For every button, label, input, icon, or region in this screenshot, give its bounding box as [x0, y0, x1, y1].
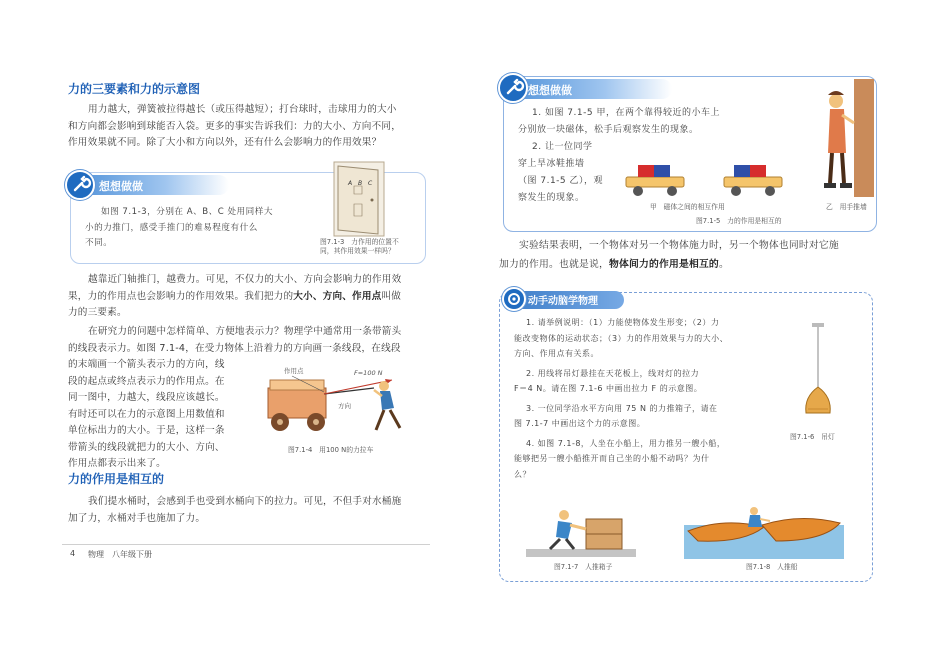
bold-term: 大小、方向、作用点	[293, 290, 382, 302]
figure-7-1-7-caption: 图7.1-7 人推箱子	[554, 563, 613, 571]
text-line	[499, 255, 879, 274]
text-line: 有时还可以在力的示意图上用数值和	[68, 408, 225, 420]
exercise-line: 能改变物体的运动状态；（3）力的作用效果与力的大小、	[514, 333, 729, 343]
exercise-line: 2. 用线将吊灯悬挂在天花板上，线对灯的拉力	[526, 368, 700, 378]
exercise-line: F＝4 N。请在图 7.1-6 中画出拉力 F 的示意图。	[514, 384, 703, 393]
text-line: 同一图中，力越大，线段应该越长。	[68, 392, 225, 403]
figure-7-1-6-caption: 图7.1-6 吊灯	[790, 433, 835, 441]
figure-7-1-4-caption: 图7.1-4 用100 N的力拉车	[288, 446, 374, 454]
text-line: 段的起点或终点表示力的作用点。在	[68, 375, 225, 387]
text-line: 实验结果表明，一个物体对另一个物体施力时，另一个物体也同时对它施	[519, 240, 839, 251]
book-title: 物理 八年级下册	[88, 550, 152, 559]
direction-label: 方向	[338, 402, 351, 410]
door-label-b: B	[358, 180, 363, 187]
paragraph-intro	[68, 102, 430, 152]
text-line: 加了力，水桶对手也施加了力。	[68, 512, 206, 524]
footer-divider	[62, 544, 430, 545]
paragraph-three-elements	[68, 272, 430, 322]
caption-line: 图7.1-3 力作用的位置不	[320, 238, 399, 246]
door-label-a: A	[348, 180, 353, 187]
paragraph-result	[499, 236, 879, 274]
text-span: 叫做	[381, 290, 402, 302]
text-line: 察发生的现象。	[518, 193, 585, 203]
hanging-lamp-illustration	[798, 323, 838, 421]
text-line: 不同。	[85, 238, 113, 248]
box-title: 想想做做	[528, 84, 572, 97]
text-line: 力的三要素。	[68, 307, 127, 318]
exercise-line: 方向、作用点有关系。	[514, 349, 599, 358]
text-span: 果，力的作用点也会影响力的作用效果。我们把力的	[68, 290, 294, 302]
exercises-box	[499, 292, 873, 582]
figure-7-1-8-caption: 图7.1-8 人推船	[746, 563, 798, 571]
target-icon	[502, 287, 526, 311]
wrench-icon	[65, 170, 95, 200]
force-value-label: F=100 N	[354, 369, 383, 377]
text-line: 如图 7.1-3，分别在 A、B、C 处用同样大	[101, 207, 273, 217]
text-line: 1. 如图 7.1-5 甲，在两个靠得较近的小车上	[532, 108, 720, 118]
text-line	[68, 289, 430, 306]
box-instructions	[85, 205, 315, 252]
text-line: 和方向都会影响到球能否入袋。更多的事实告诉我们：力的大小、方向不同，	[68, 120, 401, 132]
sub-caption-wall: 乙 用手推墙	[826, 203, 867, 211]
exercise-line: 3. 一位同学沿水平方向用 75 N 的力推箱子，请在	[526, 403, 718, 413]
heading-mutual-force: 力的作用是相互的	[68, 472, 165, 486]
text-line: 越靠近门轴推门，越费力。可见，不仅力的大小、方向会影响力的作用效	[88, 274, 402, 285]
door-label-c: C	[368, 180, 373, 187]
text-line: 带箭头的线段就把力的大小、方向、	[68, 441, 225, 453]
page-number: 4	[70, 549, 76, 558]
heading-three-elements: 力的三要素和力的示意图	[68, 82, 201, 96]
text-line: 作用效果就不同。除了大小和方向以外，还有什么会影响力的作用效果？	[68, 137, 382, 148]
box-title: 动手动脑学物理	[528, 296, 598, 307]
text-line: 的线段表示力。如图 7.1-4，在受力物体上沿着力的方向画一条线段，在线段	[68, 342, 401, 354]
text-line: 的末端画一个箭头表示力的方向，线	[68, 359, 225, 370]
text-line: 分别放一块磁体，松手后观察发生的现象。	[518, 125, 699, 135]
paragraph-bucket	[68, 494, 430, 527]
caption-line: 同，其作用效果一样吗？	[320, 247, 395, 255]
wrench-icon	[498, 73, 528, 103]
text-line: 在研究力的问题中怎样简单、方便地表示力？物理学中通常用一条带箭头	[88, 326, 402, 337]
text-line: 作用点都表示出来了。	[68, 458, 166, 469]
exercise-line: 4. 如图 7.1-8，人坐在小船上，用力推另一艘小船，	[526, 438, 726, 448]
exercise-line: 么？	[514, 469, 531, 479]
bold-conclusion: 物体间力的作用是相互的	[608, 259, 719, 270]
think-and-do-box	[503, 76, 877, 232]
text-line: 2. 让一位同学	[532, 142, 593, 152]
sub-caption-magnets: 甲 磁体之间的相互作用	[650, 203, 725, 211]
right-page	[487, 66, 879, 582]
exercise-line: 1. 请举例说明：（1）力能使物体发生形变；（2）力	[526, 318, 720, 327]
text-line: 用力越大，弹簧被拉得越长（或压得越短）；打台球时，击球用力的大小	[88, 104, 397, 115]
push-boat-illustration	[684, 497, 844, 559]
figure-7-1-5-caption: 图7.1-5 力的作用是相互的	[696, 217, 782, 225]
text-span: 加力的作用。也就是说，	[499, 259, 609, 270]
text-line: 单位标出力的大小。于是，这样一条	[68, 425, 225, 436]
push-box-illustration	[526, 499, 636, 557]
text-line: 我们提水桶时，会感到手也受到水桶向下的拉力。可见，不但手对水桶施	[88, 496, 402, 507]
figure-7-1-3-caption	[320, 238, 420, 256]
box-title: 想想做做	[99, 180, 143, 193]
left-page	[62, 66, 430, 571]
text-line: （图 7.1-5 乙），观	[518, 176, 604, 186]
exercise-line: 能够把另一艘小船推开而自己坐的小船不动吗？为什	[514, 454, 710, 463]
push-wall-illustration	[814, 79, 874, 197]
text-span: 。	[718, 259, 729, 270]
text-line: 小的力推门，感受手推门的难易程度有什么	[85, 222, 258, 233]
exercise-line: 图 7.1-7 中画出这个力的示意图。	[514, 419, 646, 428]
exercise-list	[514, 315, 764, 482]
magnet-carts-illustration	[624, 157, 794, 201]
text-line: 穿上旱冰鞋推墙	[518, 159, 585, 169]
action-point-label: 作用点	[284, 367, 304, 375]
door-illustration	[332, 160, 388, 238]
